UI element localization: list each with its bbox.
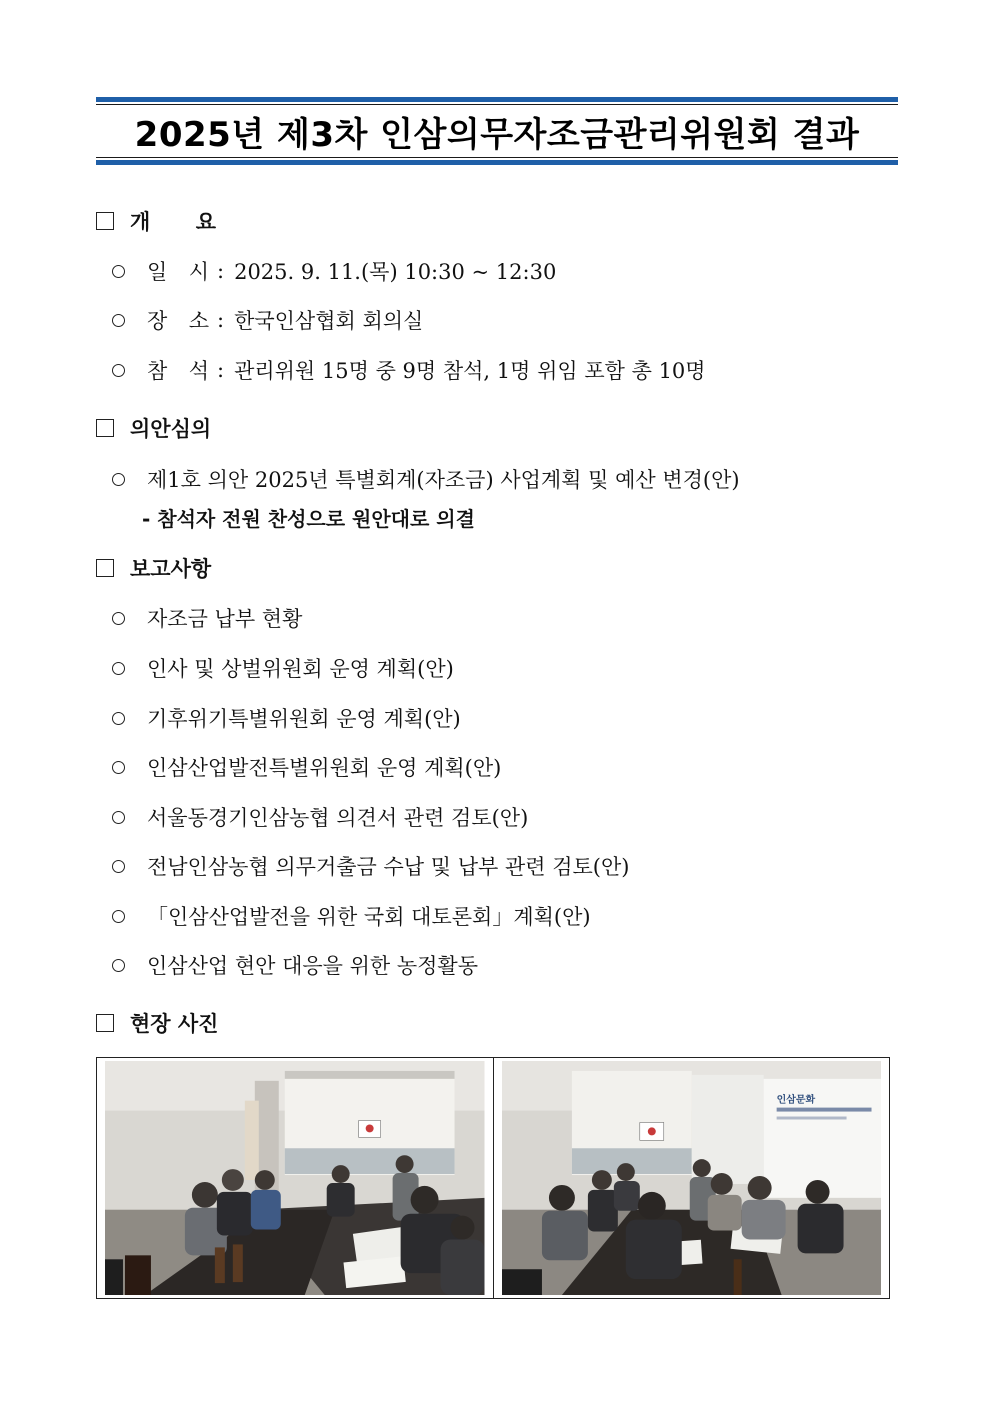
document-title-box — [96, 97, 898, 165]
circle-bullet-icon — [112, 959, 125, 972]
square-bullet-icon — [96, 419, 114, 437]
report-item — [112, 752, 501, 782]
label-char: 일 — [147, 260, 168, 284]
circle-bullet-icon — [112, 314, 125, 327]
circle-bullet-icon — [112, 364, 125, 377]
heading-char: 요 — [195, 210, 216, 234]
colon: : — [217, 308, 225, 332]
overview-value: 한국인삼협회 회의실 — [234, 309, 424, 333]
label-char: 장 — [147, 309, 168, 333]
report-item — [112, 703, 461, 733]
section-agenda-heading: 의안심의 — [130, 417, 212, 441]
label-char: 시 — [188, 260, 209, 284]
report-item — [112, 901, 591, 931]
square-bullet-icon — [96, 212, 114, 230]
overview-value: 2025. 9. 11.(목) 10:30 ~ 12:30 — [234, 260, 557, 284]
report-item — [112, 950, 478, 980]
overview-row-place — [112, 305, 423, 335]
section-reports-heading: 보고사항 — [130, 557, 212, 581]
circle-bullet-icon — [112, 910, 125, 923]
overview-row-datetime — [112, 256, 556, 286]
circle-bullet-icon — [112, 712, 125, 725]
overview-row-attendance — [112, 355, 706, 385]
circle-bullet-icon — [112, 612, 125, 625]
section-photos — [96, 1008, 218, 1038]
report-item-text: 자조금 납부 현황 — [147, 607, 303, 631]
report-item — [112, 851, 629, 881]
circle-bullet-icon — [112, 473, 125, 486]
report-item-text: 인삼산업발전특별위원회 운영 계획(안) — [147, 756, 502, 780]
label-char: 석 — [188, 359, 209, 383]
section-photos-heading: 현장 사진 — [130, 1012, 219, 1036]
overview-label — [147, 355, 209, 385]
meeting-photo-1 — [105, 1061, 485, 1295]
report-item-text: 전남인삼농협 의무거출금 수납 및 납부 관련 검토(안) — [147, 855, 630, 879]
label-char: 소 — [188, 309, 209, 333]
report-item-text: 기후위기특별위원회 운영 계획(안) — [147, 707, 461, 731]
report-item — [112, 653, 454, 683]
report-item-text: 인삼산업 현안 대응을 위한 농정활동 — [147, 954, 478, 978]
circle-bullet-icon — [112, 265, 125, 278]
report-item-text: 인사 및 상벌위원회 운영 계획(안) — [147, 657, 454, 681]
circle-bullet-icon — [112, 860, 125, 873]
square-bullet-icon — [96, 1014, 114, 1032]
overview-label — [147, 256, 209, 286]
photo-table — [96, 1057, 890, 1299]
square-bullet-icon — [96, 559, 114, 577]
section-reports — [96, 553, 211, 583]
report-item-text: 서울동경기인삼농협 의견서 관련 검토(안) — [147, 806, 529, 830]
agenda-result: - 참석자 전원 찬성으로 원안대로 의결 — [142, 507, 475, 531]
meeting-photo-2-image — [502, 1061, 882, 1295]
agenda-item-text: 제1호 의안 2025년 특별회계(자조금) 사업계획 및 예산 변경(안) — [147, 468, 740, 492]
banner-text: 인삼문화 — [776, 1094, 815, 1106]
document-title: 2025년 제3차 인삼의무자조금관리위원회 결과 — [134, 114, 860, 155]
agenda-item — [112, 464, 740, 494]
photo-cell-right — [493, 1058, 890, 1298]
section-agenda — [96, 413, 211, 443]
heading-char: 개 — [130, 210, 151, 234]
overview-value: 관리위원 15명 중 9명 참석, 1명 위임 포함 총 10명 — [234, 359, 706, 383]
report-item-text: 「인삼산업발전을 위한 국회 대토론회」계획(안) — [147, 905, 591, 929]
circle-bullet-icon — [112, 662, 125, 675]
meeting-photo-2 — [502, 1061, 882, 1295]
section-overview — [96, 206, 216, 236]
report-item — [112, 603, 302, 633]
overview-label — [147, 305, 209, 335]
colon: : — [217, 358, 225, 382]
photo-cell-left — [97, 1058, 493, 1298]
circle-bullet-icon — [112, 811, 125, 824]
label-char: 참 — [147, 359, 168, 383]
colon: : — [217, 259, 225, 283]
section-overview-heading — [130, 206, 216, 236]
meeting-photo-1-image — [105, 1061, 485, 1295]
report-item — [112, 802, 528, 832]
circle-bullet-icon — [112, 761, 125, 774]
